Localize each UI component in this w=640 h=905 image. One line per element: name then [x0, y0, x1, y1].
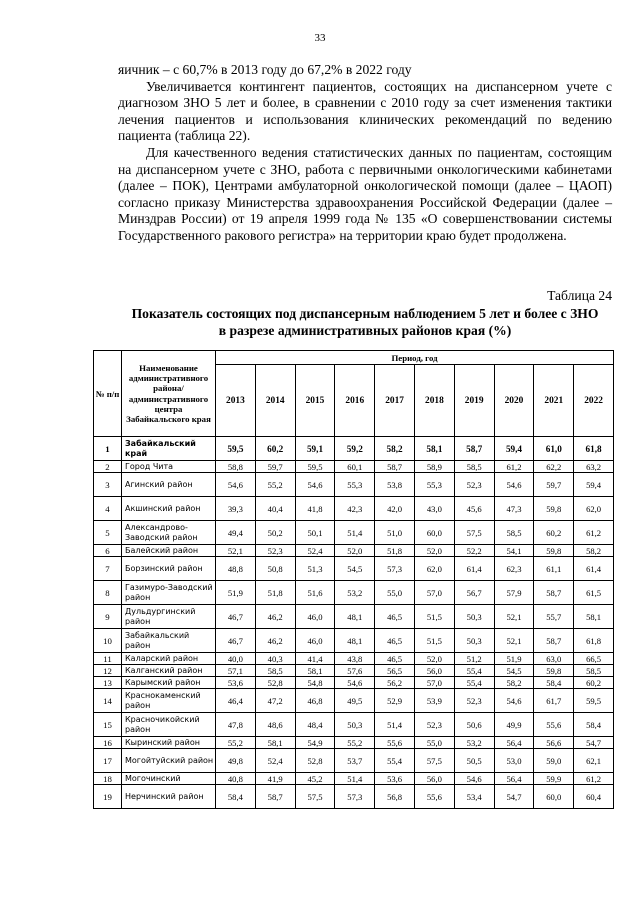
table-row: [94, 665, 614, 677]
row-number: 16: [94, 737, 122, 749]
row-number: 15: [94, 713, 122, 737]
row-value: 50,8: [255, 557, 295, 581]
row-value: 60,1: [335, 461, 375, 473]
row-value: 40,0: [216, 653, 256, 665]
row-value: 46,2: [255, 629, 295, 653]
row-value: 61,4: [574, 557, 614, 581]
row-value: 51,6: [295, 581, 335, 605]
row-value: 60,2: [534, 521, 574, 545]
row-district-name: Борзинский район: [122, 557, 216, 581]
row-value: 57,6: [335, 665, 375, 677]
row-value: 58,2: [574, 545, 614, 557]
row-district-name: Балейский район: [122, 545, 216, 557]
row-value: 56,2: [375, 677, 415, 689]
row-value: 58,5: [255, 665, 295, 677]
row-district-name: Александрово-Заводский район: [122, 521, 216, 545]
row-value: 54,6: [494, 689, 534, 713]
row-value: 57,3: [375, 557, 415, 581]
row-value: 59,2: [335, 437, 375, 461]
row-number: 1: [94, 437, 122, 461]
row-value: 57,9: [494, 581, 534, 605]
row-value: 56,4: [494, 737, 534, 749]
row-value: 59,7: [255, 461, 295, 473]
row-value: 59,9: [534, 773, 574, 785]
row-value: 48,8: [216, 557, 256, 581]
row-value: 58,1: [574, 605, 614, 629]
row-number: 2: [94, 461, 122, 473]
row-value: 51,9: [494, 653, 534, 665]
row-value: 55,7: [534, 605, 574, 629]
row-value: 43,0: [414, 497, 454, 521]
header-period: Период, год: [216, 351, 614, 365]
row-value: 53,6: [375, 773, 415, 785]
row-value: 62,2: [534, 461, 574, 473]
row-value: 51,8: [375, 545, 415, 557]
table-row: [94, 773, 614, 785]
table-row: [94, 653, 614, 665]
row-district-name: Каларский район: [122, 653, 216, 665]
row-value: 58,4: [574, 713, 614, 737]
table-row: [94, 557, 614, 581]
row-value: 51,5: [414, 629, 454, 653]
row-number: 8: [94, 581, 122, 605]
row-value: 59,8: [534, 545, 574, 557]
table-row: [94, 629, 614, 653]
row-value: 54,6: [454, 773, 494, 785]
row-value: 54,6: [335, 677, 375, 689]
row-value: 55,4: [454, 665, 494, 677]
row-value: 54,6: [216, 473, 256, 497]
row-value: 58,1: [255, 737, 295, 749]
data-table: [93, 350, 614, 809]
row-district-name: Кыринский район: [122, 737, 216, 749]
row-value: 59,8: [534, 497, 574, 521]
row-value: 53,0: [494, 749, 534, 773]
row-number: 9: [94, 605, 122, 629]
row-value: 58,5: [494, 521, 534, 545]
row-value: 49,9: [494, 713, 534, 737]
row-value: 45,6: [454, 497, 494, 521]
row-district-name: Газимуро-Заводский район: [122, 581, 216, 605]
row-number: 18: [94, 773, 122, 785]
row-value: 61,8: [574, 629, 614, 653]
row-value: 62,0: [574, 497, 614, 521]
row-district-name: Дульдургинский район: [122, 605, 216, 629]
row-value: 63,0: [534, 653, 574, 665]
row-value: 55,6: [414, 785, 454, 809]
table-row: [94, 737, 614, 749]
row-value: 60,0: [414, 521, 454, 545]
row-value: 53,8: [375, 473, 415, 497]
row-number: 5: [94, 521, 122, 545]
row-value: 52,2: [454, 545, 494, 557]
header-year: 2015: [295, 365, 335, 437]
row-value: 58,9: [414, 461, 454, 473]
row-value: 51,5: [414, 605, 454, 629]
row-value: 55,6: [375, 737, 415, 749]
row-value: 55,4: [375, 749, 415, 773]
row-value: 60,2: [574, 677, 614, 689]
row-value: 58,7: [255, 785, 295, 809]
row-number: 6: [94, 545, 122, 557]
row-value: 52,1: [494, 629, 534, 653]
table-row: [94, 545, 614, 557]
row-value: 51,4: [335, 773, 375, 785]
row-value: 58,1: [414, 437, 454, 461]
header-year: 2019: [454, 365, 494, 437]
table-row: [94, 689, 614, 713]
row-number: 14: [94, 689, 122, 713]
table-row: [94, 521, 614, 545]
row-value: 57,3: [335, 785, 375, 809]
row-value: 50,3: [454, 629, 494, 653]
row-value: 46,2: [255, 605, 295, 629]
header-year: 2022: [574, 365, 614, 437]
row-value: 47,3: [494, 497, 534, 521]
row-value: 55,6: [534, 713, 574, 737]
table-row: [94, 749, 614, 773]
row-district-name: Могочинский: [122, 773, 216, 785]
row-value: 48,1: [335, 629, 375, 653]
row-value: 59,8: [534, 665, 574, 677]
row-value: 59,1: [295, 437, 335, 461]
row-value: 51,9: [216, 581, 256, 605]
row-value: 43,8: [335, 653, 375, 665]
row-value: 41,4: [295, 653, 335, 665]
row-value: 41,9: [255, 773, 295, 785]
row-value: 53,6: [216, 677, 256, 689]
row-value: 53,7: [335, 749, 375, 773]
row-value: 62,0: [414, 557, 454, 581]
row-value: 52,4: [255, 749, 295, 773]
row-number: 3: [94, 473, 122, 497]
row-value: 48,6: [255, 713, 295, 737]
row-number: 17: [94, 749, 122, 773]
row-value: 56,5: [375, 665, 415, 677]
row-value: 46,0: [295, 629, 335, 653]
row-value: 52,9: [375, 689, 415, 713]
row-value: 46,7: [216, 605, 256, 629]
row-value: 58,7: [534, 581, 574, 605]
row-value: 56,7: [454, 581, 494, 605]
row-value: 61,0: [534, 437, 574, 461]
row-value: 50,5: [454, 749, 494, 773]
row-number: 10: [94, 629, 122, 653]
row-value: 51,0: [375, 521, 415, 545]
row-value: 48,4: [295, 713, 335, 737]
row-value: 49,4: [216, 521, 256, 545]
row-value: 61,5: [574, 581, 614, 605]
row-value: 61,2: [574, 521, 614, 545]
row-value: 40,3: [255, 653, 295, 665]
row-value: 61,8: [574, 437, 614, 461]
row-value: 54,6: [494, 473, 534, 497]
header-name: Наименование административного района/ административного центра Забайкальского края: [122, 351, 216, 437]
row-number: 7: [94, 557, 122, 581]
header-year: 2020: [494, 365, 534, 437]
header-year: 2013: [216, 365, 256, 437]
table-row: [94, 713, 614, 737]
row-value: 52,1: [494, 605, 534, 629]
row-value: 59,0: [534, 749, 574, 773]
row-district-name: Могойтуйский район: [122, 749, 216, 773]
row-value: 52,3: [255, 545, 295, 557]
row-value: 42,0: [375, 497, 415, 521]
header-year: 2014: [255, 365, 295, 437]
table-row: [94, 437, 614, 461]
row-value: 59,5: [295, 461, 335, 473]
row-value: 55,2: [335, 737, 375, 749]
row-value: 54,1: [494, 545, 534, 557]
row-number: 12: [94, 665, 122, 677]
header-year: 2021: [534, 365, 574, 437]
table-title: Показатель состоящих под диспансерным наблюдением 5 лет и более с ЗНО в разрезе административных районов края (%): [131, 306, 599, 338]
row-value: 61,1: [534, 557, 574, 581]
row-value: 62,3: [494, 557, 534, 581]
row-district-name: Город Чита: [122, 461, 216, 473]
row-value: 57,5: [295, 785, 335, 809]
row-value: 46,5: [375, 605, 415, 629]
row-value: 52,0: [414, 545, 454, 557]
row-value: 58,5: [454, 461, 494, 473]
row-value: 54,5: [335, 557, 375, 581]
row-value: 42,3: [335, 497, 375, 521]
table-caption: Таблица 24: [547, 288, 612, 303]
row-district-name: Акшинский район: [122, 497, 216, 521]
paragraph-2: Увеличивается контингент пациентов, состоящих на диспансерном учете с диагнозом ЗНО 5 лет и более, в сравнении с 2010 году за счет изменения тактики лечения пациентов и использования клинических рекомендаций по ведению пациента (таблица 22).: [118, 78, 612, 144]
row-value: 46,5: [375, 653, 415, 665]
row-district-name: Красночикойский район: [122, 713, 216, 737]
row-value: 52,4: [295, 545, 335, 557]
row-value: 60,0: [534, 785, 574, 809]
table-row: [94, 473, 614, 497]
row-value: 56,8: [375, 785, 415, 809]
row-number: 13: [94, 677, 122, 689]
row-value: 46,7: [216, 629, 256, 653]
row-value: 47,8: [216, 713, 256, 737]
row-value: 41,8: [295, 497, 335, 521]
row-value: 51,4: [335, 521, 375, 545]
row-district-name: Калганский район: [122, 665, 216, 677]
table-row: [94, 497, 614, 521]
row-value: 51,8: [255, 581, 295, 605]
row-district-name: Забайкальский край: [122, 437, 216, 461]
row-number: 11: [94, 653, 122, 665]
row-value: 50,1: [295, 521, 335, 545]
row-value: 60,2: [255, 437, 295, 461]
row-value: 46,5: [375, 629, 415, 653]
page-number: 33: [314, 32, 326, 44]
row-value: 57,1: [216, 665, 256, 677]
header-year: 2016: [335, 365, 375, 437]
row-value: 54,9: [295, 737, 335, 749]
row-value: 53,9: [414, 689, 454, 713]
row-value: 62,1: [574, 749, 614, 773]
row-value: 56,0: [414, 773, 454, 785]
row-value: 59,7: [534, 473, 574, 497]
row-number: 4: [94, 497, 122, 521]
row-value: 58,7: [375, 461, 415, 473]
row-value: 55,3: [414, 473, 454, 497]
row-value: 52,8: [295, 749, 335, 773]
row-value: 54,7: [574, 737, 614, 749]
row-value: 59,4: [574, 473, 614, 497]
row-value: 58,5: [574, 665, 614, 677]
row-value: 58,7: [454, 437, 494, 461]
row-value: 55,0: [375, 581, 415, 605]
header-year: 2018: [414, 365, 454, 437]
row-value: 59,5: [574, 689, 614, 713]
row-value: 58,1: [295, 665, 335, 677]
row-number: 19: [94, 785, 122, 809]
row-value: 51,4: [375, 713, 415, 737]
row-value: 50,2: [255, 521, 295, 545]
row-value: 56,6: [534, 737, 574, 749]
row-value: 50,3: [335, 713, 375, 737]
table-row: [94, 785, 614, 809]
row-value: 61,7: [534, 689, 574, 713]
row-value: 47,2: [255, 689, 295, 713]
row-value: 53,2: [454, 737, 494, 749]
row-value: 58,4: [216, 785, 256, 809]
row-value: 57,5: [454, 521, 494, 545]
row-value: 55,2: [216, 737, 256, 749]
row-value: 54,6: [295, 473, 335, 497]
row-value: 40,8: [216, 773, 256, 785]
row-district-name: Нерчинский район: [122, 785, 216, 809]
row-value: 49,8: [216, 749, 256, 773]
row-value: 52,3: [454, 473, 494, 497]
table-row: [94, 461, 614, 473]
row-value: 39,3: [216, 497, 256, 521]
row-value: 56,4: [494, 773, 534, 785]
row-value: 51,3: [295, 557, 335, 581]
table-row: [94, 581, 614, 605]
row-value: 40,4: [255, 497, 295, 521]
row-value: 57,0: [414, 677, 454, 689]
row-value: 46,8: [295, 689, 335, 713]
row-value: 61,4: [454, 557, 494, 581]
row-value: 52,3: [454, 689, 494, 713]
row-value: 48,1: [335, 605, 375, 629]
row-district-name: Агинский район: [122, 473, 216, 497]
row-value: 55,3: [335, 473, 375, 497]
row-value: 56,0: [414, 665, 454, 677]
header-year: 2017: [375, 365, 415, 437]
row-value: 60,4: [574, 785, 614, 809]
row-value: 57,0: [414, 581, 454, 605]
paragraph-1: яичник – с 60,7% в 2013 году до 67,2% в 2022 году: [118, 62, 412, 77]
body-text: [118, 62, 612, 245]
row-value: 54,7: [494, 785, 534, 809]
table-row: [94, 677, 614, 689]
row-district-name: Краснокаменский район: [122, 689, 216, 713]
row-value: 52,1: [216, 545, 256, 557]
row-value: 55,2: [255, 473, 295, 497]
row-value: 58,7: [534, 629, 574, 653]
row-value: 61,2: [574, 773, 614, 785]
row-value: 46,4: [216, 689, 256, 713]
row-value: 58,2: [494, 677, 534, 689]
row-district-name: Карымский район: [122, 677, 216, 689]
row-value: 66,5: [574, 653, 614, 665]
row-value: 59,4: [494, 437, 534, 461]
row-value: 53,4: [454, 785, 494, 809]
row-value: 57,5: [414, 749, 454, 773]
row-value: 51,2: [454, 653, 494, 665]
row-value: 54,5: [494, 665, 534, 677]
row-value: 50,3: [454, 605, 494, 629]
row-value: 45,2: [295, 773, 335, 785]
table-row: [94, 605, 614, 629]
row-value: 53,2: [335, 581, 375, 605]
row-value: 61,2: [494, 461, 534, 473]
row-value: 52,0: [335, 545, 375, 557]
row-value: 55,0: [414, 737, 454, 749]
row-district-name: Забайкальский район: [122, 629, 216, 653]
row-value: 58,2: [375, 437, 415, 461]
row-value: 52,8: [255, 677, 295, 689]
paragraph-3: Для качественного ведения статистических данных по пациентам, состоящим на диспансерном учете с ЗНО, работа с первичными онкологическими кабинетами (далее – ПОК), Центрами амбулаторной онкологической помощи (далее – ЦАОП) согласно приказу Министерства здравоохранения Российской Федерации (далее – Минздрав России) от 19 апреля 1999 года № 135 «О совершенствовании системы Государственного ракового регистра» на территории краю будет продолжена.: [118, 144, 612, 243]
row-value: 52,0: [414, 653, 454, 665]
row-value: 55,4: [454, 677, 494, 689]
row-value: 63,2: [574, 461, 614, 473]
row-value: 50,6: [454, 713, 494, 737]
row-value: 46,0: [295, 605, 335, 629]
row-value: 54,8: [295, 677, 335, 689]
row-value: 59,5: [216, 437, 256, 461]
header-num: № п/п: [94, 351, 122, 437]
row-value: 52,3: [414, 713, 454, 737]
row-value: 49,5: [335, 689, 375, 713]
row-value: 58,8: [216, 461, 256, 473]
row-value: 58,4: [534, 677, 574, 689]
